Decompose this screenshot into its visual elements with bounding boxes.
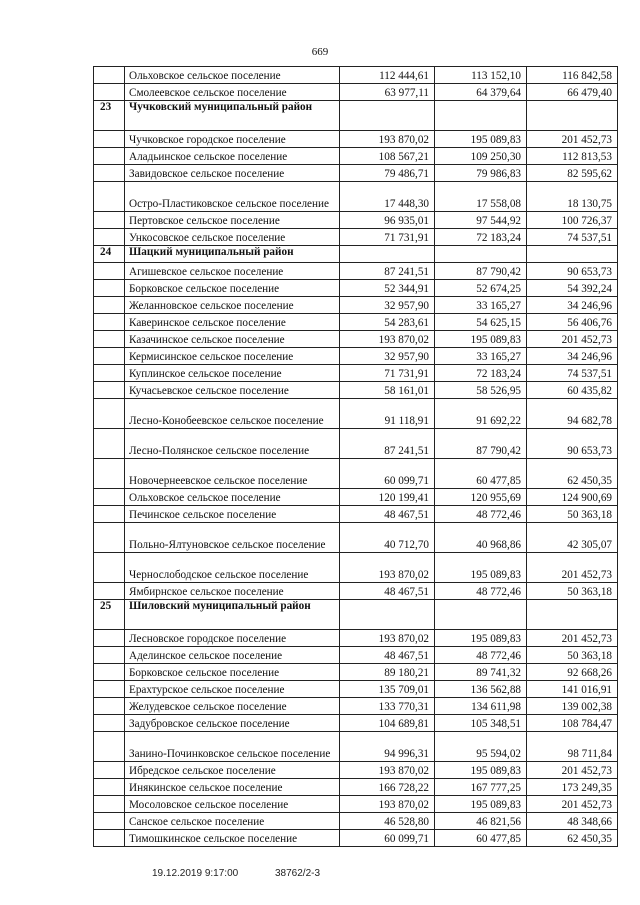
value-year-3: 90 653,73 xyxy=(527,263,618,280)
table-row xyxy=(94,698,618,715)
row-number xyxy=(94,681,125,698)
value-year-2: 89 741,32 xyxy=(435,664,527,681)
settlement-name: Ибредское сельское поселение xyxy=(125,762,340,779)
row-number xyxy=(94,165,125,182)
row-number xyxy=(94,779,125,796)
table-row xyxy=(94,762,618,779)
row-number: 25 xyxy=(94,600,125,630)
table-row xyxy=(94,583,618,600)
value-year-2: 48 772,46 xyxy=(435,647,527,664)
value-year-3 xyxy=(527,246,618,263)
value-year-2: 120 955,69 xyxy=(435,489,527,506)
value-year-3: 201 452,73 xyxy=(527,762,618,779)
row-number xyxy=(94,182,125,212)
value-year-3: 116 842,58 xyxy=(527,67,618,84)
value-year-1: 193 870,02 xyxy=(340,131,435,148)
value-year-3: 173 249,35 xyxy=(527,779,618,796)
value-year-2: 109 250,30 xyxy=(435,148,527,165)
settlement-name: Куплинское сельское поселение xyxy=(125,365,340,382)
row-number xyxy=(94,429,125,459)
row-number xyxy=(94,280,125,297)
value-year-3: 92 668,26 xyxy=(527,664,618,681)
settlement-name: Лесновское городское поселение xyxy=(125,630,340,647)
table-row xyxy=(94,489,618,506)
table-row xyxy=(94,365,618,382)
row-number xyxy=(94,796,125,813)
settlement-name: Пертовское сельское поселение xyxy=(125,212,340,229)
row-number xyxy=(94,212,125,229)
value-year-1: 48 467,51 xyxy=(340,647,435,664)
value-year-3: 100 726,37 xyxy=(527,212,618,229)
settlement-name: Шацкий муниципальный район xyxy=(125,246,340,263)
value-year-1: 193 870,02 xyxy=(340,630,435,647)
table-row xyxy=(94,348,618,365)
settlement-name: Завидовское сельское поселение xyxy=(125,165,340,182)
row-number xyxy=(94,523,125,553)
table-row xyxy=(94,229,618,246)
value-year-2: 195 089,83 xyxy=(435,553,527,583)
table-row xyxy=(94,297,618,314)
value-year-3: 98 711,84 xyxy=(527,732,618,762)
value-year-1: 120 199,41 xyxy=(340,489,435,506)
value-year-3: 139 002,38 xyxy=(527,698,618,715)
value-year-3: 74 537,51 xyxy=(527,365,618,382)
settlement-name: Смолеевское сельское поселение xyxy=(125,84,340,101)
settlement-name: Лесно-Конобеевское сельское поселение xyxy=(125,399,340,429)
table-row xyxy=(94,796,618,813)
value-year-3: 108 784,47 xyxy=(527,715,618,732)
row-number xyxy=(94,553,125,583)
value-year-2: 33 165,27 xyxy=(435,297,527,314)
value-year-3: 50 363,18 xyxy=(527,506,618,523)
row-number xyxy=(94,762,125,779)
value-year-2: 60 477,85 xyxy=(435,830,527,847)
table-row xyxy=(94,732,618,762)
value-year-2: 64 379,64 xyxy=(435,84,527,101)
row-number xyxy=(94,131,125,148)
value-year-1: 94 996,31 xyxy=(340,732,435,762)
value-year-2 xyxy=(435,101,527,131)
row-number xyxy=(94,84,125,101)
value-year-3: 201 452,73 xyxy=(527,796,618,813)
value-year-3: 201 452,73 xyxy=(527,131,618,148)
row-number xyxy=(94,331,125,348)
settlement-name: Мосоловское сельское поселение xyxy=(125,796,340,813)
row-number xyxy=(94,229,125,246)
settlement-name: Каверинское сельское поселение xyxy=(125,314,340,331)
value-year-3: 124 900,69 xyxy=(527,489,618,506)
value-year-1: 108 567,21 xyxy=(340,148,435,165)
table-row xyxy=(94,779,618,796)
row-number xyxy=(94,664,125,681)
value-year-1: 58 161,01 xyxy=(340,382,435,399)
table-row xyxy=(94,314,618,331)
table-row xyxy=(94,67,618,84)
value-year-2: 87 790,42 xyxy=(435,429,527,459)
settlement-name: Инякинское сельское поселение xyxy=(125,779,340,796)
value-year-1: 60 099,71 xyxy=(340,459,435,489)
settlement-name: Чучковское городское поселение xyxy=(125,131,340,148)
settlement-name: Остро-Пластиковское сельское поселение xyxy=(125,182,340,212)
value-year-3: 50 363,18 xyxy=(527,583,618,600)
settlement-name: Ункосовское сельское поселение xyxy=(125,229,340,246)
value-year-1: 46 528,80 xyxy=(340,813,435,830)
settlement-name: Борковское сельское поселение xyxy=(125,280,340,297)
settlement-name: Борковское сельское поселение xyxy=(125,664,340,681)
row-number: 23 xyxy=(94,101,125,131)
table-row xyxy=(94,382,618,399)
table-row xyxy=(94,813,618,830)
row-number xyxy=(94,813,125,830)
value-year-1: 32 957,90 xyxy=(340,297,435,314)
settlement-name: Чернослободское сельское поселение xyxy=(125,553,340,583)
value-year-2: 167 777,25 xyxy=(435,779,527,796)
row-number xyxy=(94,698,125,715)
value-year-2: 79 986,83 xyxy=(435,165,527,182)
value-year-1: 48 467,51 xyxy=(340,583,435,600)
row-number xyxy=(94,263,125,280)
value-year-3 xyxy=(527,600,618,630)
table-row xyxy=(94,553,618,583)
value-year-2: 195 089,83 xyxy=(435,131,527,148)
value-year-2: 105 348,51 xyxy=(435,715,527,732)
value-year-3: 42 305,07 xyxy=(527,523,618,553)
row-number xyxy=(94,382,125,399)
value-year-1: 193 870,02 xyxy=(340,331,435,348)
value-year-3: 54 392,24 xyxy=(527,280,618,297)
row-number xyxy=(94,715,125,732)
value-year-1: 193 870,02 xyxy=(340,796,435,813)
value-year-1: 63 977,11 xyxy=(340,84,435,101)
settlement-name: Казачинское сельское поселение xyxy=(125,331,340,348)
row-number: 24 xyxy=(94,246,125,263)
value-year-3: 94 682,78 xyxy=(527,399,618,429)
value-year-3: 62 450,35 xyxy=(527,459,618,489)
table-row xyxy=(94,280,618,297)
table-row xyxy=(94,647,618,664)
value-year-1: 112 444,61 xyxy=(340,67,435,84)
value-year-2 xyxy=(435,600,527,630)
value-year-3 xyxy=(527,101,618,131)
row-number xyxy=(94,348,125,365)
table-row xyxy=(94,830,618,847)
value-year-2: 72 183,24 xyxy=(435,365,527,382)
settlement-name: Аделинское сельское поселение xyxy=(125,647,340,664)
value-year-1 xyxy=(340,101,435,131)
value-year-3: 201 452,73 xyxy=(527,630,618,647)
value-year-1: 32 957,90 xyxy=(340,348,435,365)
row-number xyxy=(94,583,125,600)
value-year-1: 79 486,71 xyxy=(340,165,435,182)
value-year-2: 72 183,24 xyxy=(435,229,527,246)
value-year-3: 66 479,40 xyxy=(527,84,618,101)
value-year-3: 201 452,73 xyxy=(527,553,618,583)
table-row xyxy=(94,331,618,348)
value-year-1: 48 467,51 xyxy=(340,506,435,523)
budget-table xyxy=(93,66,618,847)
value-year-2: 134 611,98 xyxy=(435,698,527,715)
settlement-name: Шиловский муниципальный район xyxy=(125,600,340,630)
value-year-1: 166 728,22 xyxy=(340,779,435,796)
value-year-1: 193 870,02 xyxy=(340,762,435,779)
value-year-1: 54 283,61 xyxy=(340,314,435,331)
row-number xyxy=(94,459,125,489)
settlement-name: Санское сельское поселение xyxy=(125,813,340,830)
value-year-3: 141 016,91 xyxy=(527,681,618,698)
value-year-3: 18 130,75 xyxy=(527,182,618,212)
value-year-1: 71 731,91 xyxy=(340,229,435,246)
settlement-name: Новочернеевское сельское поселение xyxy=(125,459,340,489)
row-number xyxy=(94,830,125,847)
value-year-1: 89 180,21 xyxy=(340,664,435,681)
table-body xyxy=(94,67,618,847)
settlement-name: Кермисинское сельское поселение xyxy=(125,348,340,365)
settlement-name: Аладьинское сельское поселение xyxy=(125,148,340,165)
value-year-2: 40 968,86 xyxy=(435,523,527,553)
table-row xyxy=(94,715,618,732)
table-row xyxy=(94,263,618,280)
value-year-2: 52 674,25 xyxy=(435,280,527,297)
value-year-3: 34 246,96 xyxy=(527,297,618,314)
value-year-2: 58 526,95 xyxy=(435,382,527,399)
footer-datetime: 19.12.2019 9:17:00 xyxy=(152,868,239,879)
settlement-name: Желанновское сельское поселение xyxy=(125,297,340,314)
row-number xyxy=(94,314,125,331)
footer xyxy=(152,868,354,879)
table-row xyxy=(94,664,618,681)
value-year-3: 112 813,53 xyxy=(527,148,618,165)
row-number xyxy=(94,399,125,429)
value-year-3: 201 452,73 xyxy=(527,331,618,348)
settlement-name: Ямбирнское сельское поселение xyxy=(125,583,340,600)
value-year-3: 34 246,96 xyxy=(527,348,618,365)
settlement-name: Лесно-Полянское сельское поселение xyxy=(125,429,340,459)
settlement-name: Занино-Починковское сельское поселение xyxy=(125,732,340,762)
settlement-name: Ольховское сельское поселение xyxy=(125,67,340,84)
settlement-name: Польно-Ялтуновское сельское поселение xyxy=(125,523,340,553)
settlement-name: Кучасьевское сельское поселение xyxy=(125,382,340,399)
footer-doc-code: 38762/2-3 xyxy=(274,868,321,879)
table-row xyxy=(94,681,618,698)
value-year-1: 40 712,70 xyxy=(340,523,435,553)
value-year-1: 87 241,51 xyxy=(340,263,435,280)
value-year-2: 48 772,46 xyxy=(435,506,527,523)
value-year-1: 135 709,01 xyxy=(340,681,435,698)
district-row xyxy=(94,246,618,263)
value-year-3: 74 537,51 xyxy=(527,229,618,246)
value-year-2: 46 821,56 xyxy=(435,813,527,830)
table-row xyxy=(94,212,618,229)
row-number xyxy=(94,732,125,762)
table-row xyxy=(94,182,618,212)
value-year-1: 17 448,30 xyxy=(340,182,435,212)
value-year-1: 87 241,51 xyxy=(340,429,435,459)
value-year-2 xyxy=(435,246,527,263)
value-year-1 xyxy=(340,600,435,630)
value-year-2: 97 544,92 xyxy=(435,212,527,229)
table-row xyxy=(94,131,618,148)
value-year-3: 50 363,18 xyxy=(527,647,618,664)
value-year-2: 113 152,10 xyxy=(435,67,527,84)
value-year-2: 48 772,46 xyxy=(435,583,527,600)
value-year-1 xyxy=(340,246,435,263)
settlement-name: Печинское сельское поселение xyxy=(125,506,340,523)
value-year-1: 91 118,91 xyxy=(340,399,435,429)
table-row xyxy=(94,84,618,101)
value-year-1: 60 099,71 xyxy=(340,830,435,847)
settlement-name: Ольховское сельское поселение xyxy=(125,489,340,506)
value-year-1: 96 935,01 xyxy=(340,212,435,229)
row-number xyxy=(94,148,125,165)
value-year-1: 193 870,02 xyxy=(340,553,435,583)
table-row xyxy=(94,148,618,165)
value-year-2: 91 692,22 xyxy=(435,399,527,429)
value-year-2: 54 625,15 xyxy=(435,314,527,331)
table-row xyxy=(94,523,618,553)
row-number xyxy=(94,365,125,382)
settlement-name: Желудевское сельское поселение xyxy=(125,698,340,715)
value-year-2: 60 477,85 xyxy=(435,459,527,489)
table-row xyxy=(94,630,618,647)
page-number: 669 xyxy=(311,46,329,58)
row-number xyxy=(94,506,125,523)
value-year-3: 90 653,73 xyxy=(527,429,618,459)
value-year-2: 17 558,08 xyxy=(435,182,527,212)
value-year-2: 195 089,83 xyxy=(435,796,527,813)
value-year-3: 82 595,62 xyxy=(527,165,618,182)
settlement-name: Агишевское сельское поселение xyxy=(125,263,340,280)
district-row xyxy=(94,600,618,630)
settlement-name: Тимошкинское сельское поселение xyxy=(125,830,340,847)
district-row xyxy=(94,101,618,131)
table-row xyxy=(94,165,618,182)
value-year-1: 104 689,81 xyxy=(340,715,435,732)
value-year-2: 136 562,88 xyxy=(435,681,527,698)
value-year-3: 56 406,76 xyxy=(527,314,618,331)
value-year-3: 62 450,35 xyxy=(527,830,618,847)
row-number xyxy=(94,630,125,647)
row-number xyxy=(94,67,125,84)
value-year-1: 133 770,31 xyxy=(340,698,435,715)
settlement-name: Задубровское сельское поселение xyxy=(125,715,340,732)
value-year-2: 195 089,83 xyxy=(435,630,527,647)
value-year-2: 195 089,83 xyxy=(435,331,527,348)
table-row xyxy=(94,429,618,459)
settlement-name: Чучковский муниципальный район xyxy=(125,101,340,131)
value-year-2: 195 089,83 xyxy=(435,762,527,779)
value-year-1: 52 344,91 xyxy=(340,280,435,297)
value-year-3: 60 435,82 xyxy=(527,382,618,399)
value-year-2: 33 165,27 xyxy=(435,348,527,365)
table-row xyxy=(94,459,618,489)
table-row xyxy=(94,399,618,429)
row-number xyxy=(94,489,125,506)
settlement-name: Ерахтурское сельское поселение xyxy=(125,681,340,698)
row-number xyxy=(94,297,125,314)
value-year-2: 87 790,42 xyxy=(435,263,527,280)
value-year-3: 48 348,66 xyxy=(527,813,618,830)
table-row xyxy=(94,506,618,523)
row-number xyxy=(94,647,125,664)
value-year-2: 95 594,02 xyxy=(435,732,527,762)
value-year-1: 71 731,91 xyxy=(340,365,435,382)
